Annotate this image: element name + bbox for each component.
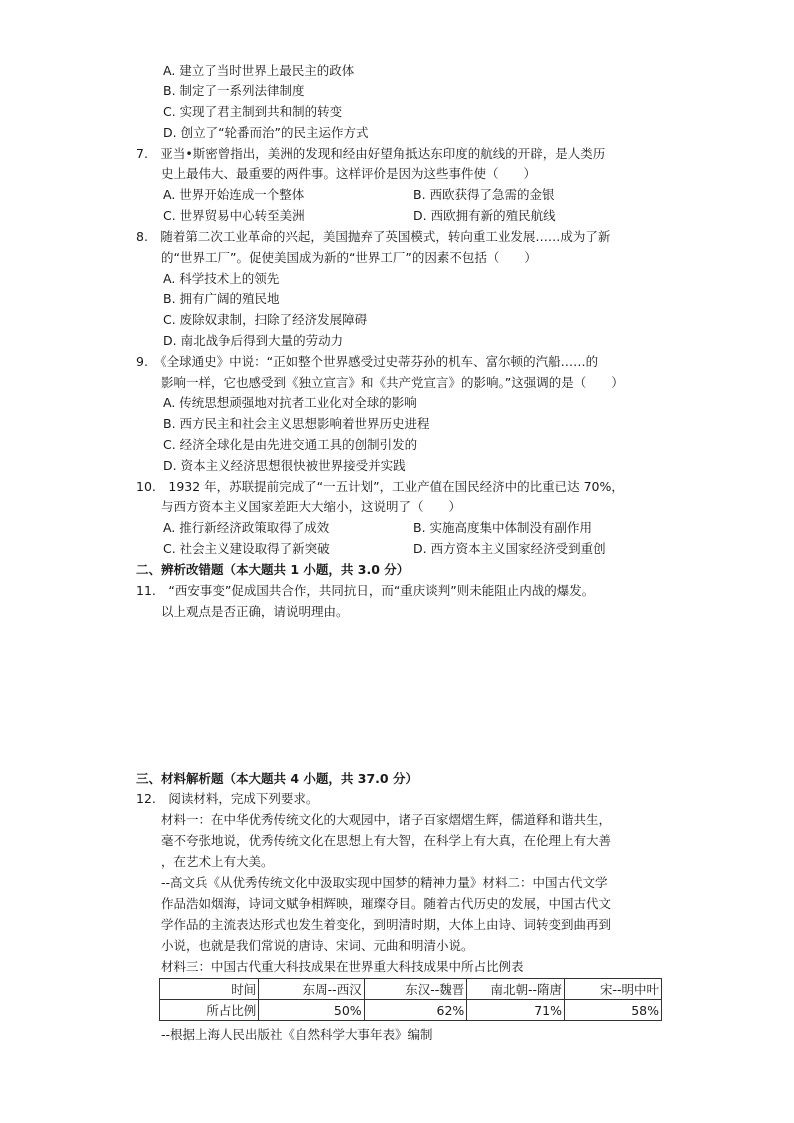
q6-option-d: D. 创立了“轮番而治”的民主运作方式 <box>163 125 369 140</box>
table-header-cell: 南北朝--隋唐 <box>467 979 565 1000</box>
q8-option-c: C. 废除奴隶制，扫除了经济发展障碍 <box>163 312 368 327</box>
q7-stem-line-1: 7. 亚当•斯密曾指出，美洲的发现和经由好望角抵达东印度的航线的开辟，是人类历 <box>136 146 606 161</box>
material-line-6: 学作品的主流表达形式也发生着变化，到明清时期，大体上由诗、词转变到曲再到 <box>161 917 612 932</box>
table-cell: 50% <box>259 1000 364 1021</box>
q7-option-b: B. 西欧获得了急需的金银 <box>413 187 555 202</box>
q10-option-c: C. 社会主义建设取得了新突破 <box>163 541 330 556</box>
table-header-cell: 东周--西汉 <box>259 979 364 1000</box>
q10-option-d: D. 西方资本主义国家经济受到重创 <box>413 541 606 556</box>
q10-stem-line-1: 10. 1932 年，苏联提前完成了“一五计划”，工业产值在国民经济中的比重已达 70%， <box>136 479 624 494</box>
q10-stem-line-2: 与西方资本主义国家差距大大缩小，这说明了（ ） <box>161 499 462 514</box>
q7-stem-line-2: 史上最伟大、最重要的两件事。这样评价是因为这些事件使（ ） <box>161 166 537 181</box>
q9-option-b: B. 西方民主和社会主义思想影响着世界历史进程 <box>163 416 430 431</box>
material-line-2: 毫不夸张地说，优秀传统文化在思想上有大智，在科学上有大真，在伦理上有大善 <box>161 833 612 848</box>
table-cell: 58% <box>565 1000 662 1021</box>
q9-option-a: A. 传统思想顽强地对抗者工业化对全球的影响 <box>163 395 417 410</box>
q8-option-b: B. 拥有广阔的殖民地 <box>163 291 280 306</box>
q7-option-a: A. 世界开始连成一个整体 <box>163 187 305 202</box>
q9-option-d: D. 资本主义经济思想很快被世界接受并实践 <box>163 458 406 473</box>
q8-option-d: D. 南北战争后得到大量的劳动力 <box>163 333 344 348</box>
q9-stem-line-2: 影响一样，它也感受到《独立宣言》和《共产党宣言》的影响。”这强调的是（ ） <box>161 375 624 390</box>
science-ratio-table <box>159 978 662 1021</box>
q11-stem-line-1: 11. “西安事变”促成国共合作，共同抗日，而“重庆谈判”则未能阻止内战的爆发。 <box>136 583 595 598</box>
q9-stem-line-1: 9. 《全球通史》中说：“正如整个世界感受过史蒂芬孙的机车、富尔顿的汽船……的 <box>136 354 599 369</box>
q10-option-b: B. 实施高度集中体制没有副作用 <box>413 520 593 535</box>
q8-option-a: A. 科学技术上的领先 <box>163 271 280 286</box>
material-line-8: 材料三：中国古代重大科技成果在世界重大科技成果中所占比例表 <box>161 959 524 974</box>
q6-option-b: B. 制定了一系列法律制度 <box>163 83 305 98</box>
q12-intro: 12. 阅读材料，完成下列要求。 <box>136 791 319 806</box>
material-line-1: 材料一：在中华优秀传统文化的大观园中，诸子百家熠熠生辉，儒道释和谐共生， <box>161 812 612 827</box>
material-line-3: ，在艺术上有大美。 <box>161 854 274 869</box>
q8-stem-line-2: 的“世界工厂”。促使美国成为新的“世界工厂”的因素不包括（ ） <box>161 250 537 265</box>
q7-option-c: C. 世界贸易中心转至美洲 <box>163 208 305 223</box>
table-cell: 71% <box>467 1000 565 1021</box>
q7-option-d: D. 西欧拥有新的殖民航线 <box>413 208 556 223</box>
table-header-cell: 东汉--魏晋 <box>364 979 467 1000</box>
q10-option-a: A. 推行新经济政策取得了成效 <box>163 520 330 535</box>
material-line-5: 作品浩如烟海，诗词文赋争相辉映，璀璨夺目。随着古代历史的发展，中国古代文 <box>161 896 612 911</box>
table-header-cell: 时间 <box>160 979 259 1000</box>
section-2-heading: 二、辨析改错题（本大题共 1 小题，共 3.0 分） <box>136 562 410 577</box>
table-header-row <box>160 979 662 1000</box>
material-line-7: 小说，也就是我们常说的唐诗、宋词、元曲和明清小说。 <box>161 938 474 953</box>
q8-stem-line-1: 8. 随着第二次工业革命的兴起，美国抛弃了英国模式，转向重工业发展……成为了新 <box>136 229 611 244</box>
q6-option-a: A. 建立了当时世界上最民主的政体 <box>163 63 355 78</box>
table-cell: 62% <box>364 1000 467 1021</box>
q6-option-c: C. 实现了君主制到共和制的转变 <box>163 104 343 119</box>
material-line-4: --高文兵《从优秀传统文化中汲取实现中国梦的精神力量》材料二：中国古代文学 <box>161 875 608 890</box>
section-3-heading: 三、材料解析题（本大题共 4 小题，共 37.0 分） <box>136 771 418 786</box>
table-header-cell: 宋--明中叶 <box>565 979 662 1000</box>
q9-option-c: C. 经济全球化是由先进交通工具的创制引发的 <box>163 437 418 452</box>
table-row <box>160 1000 662 1021</box>
table-cell: 所占比例 <box>160 1000 259 1021</box>
q11-stem-line-2: 以上观点是否正确，请说明理由。 <box>161 604 349 619</box>
material-source: --根据上海人民出版社《自然科学大事年表》编制 <box>161 1027 433 1042</box>
